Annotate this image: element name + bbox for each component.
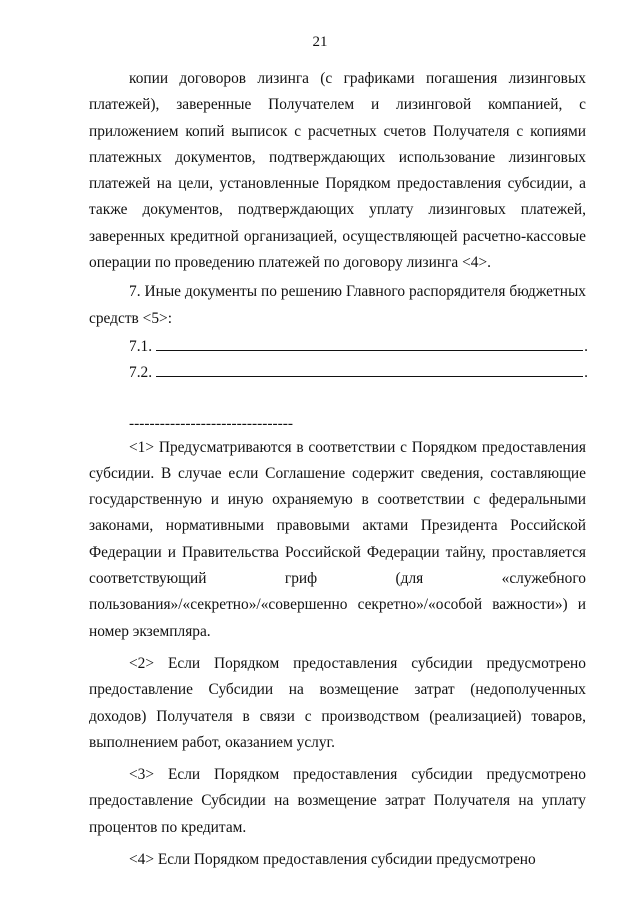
fill-line-7-2 (89, 360, 586, 386)
footnote-4: <4> Если Порядком предоставления субсидии предусмотрено (129, 851, 536, 869)
fill-line-number: 7.2. (129, 364, 153, 382)
footnote-2: <2> Если Порядком предоставления субсидии предусмотрено предоставление Субсидии на возмещение затрат (недополученных доходов) Получателя в связи с производством (реализацией) товаров, выполнением работ, оказанием услуг. (89, 654, 586, 751)
page-number: 21 (312, 34, 328, 50)
fill-line-end: . (584, 364, 588, 382)
fill-line-end: . (584, 337, 588, 355)
fill-line-rule (156, 335, 583, 351)
footnote-1: <1> Предусматриваются в соответствии с Порядком предоставления субсидии. В случае если Соглашение содержит сведения, составляющие государственную и иную охраняемую в соответствии с федеральными законами, нормативными правовыми актами Президента Российской Федерации и Правительства Российской Федерации тайну, проставляется соответствующий гриф (для «служебного пользования»/«секретно»/«совершенно секретно»/«особой важности») и номер экземпляра. (89, 438, 586, 640)
footnote-separator: -------------------------------- (129, 414, 294, 432)
paragraph-leasing-documents: копии договоров лизинга (с графиками погашения лизинговых платежей), заверенные Получателем и лизинговой компанией, с приложением копий выписок с расчетных счетов Получателя с копиями платежных документов, подтверждающих использование лизинговых платежей на цели, установленные Порядком предоставления субсидии, а также документов, подтверждающих уплату лизинговых платежей, заверенных кредитной организацией, осуществляющей расчетно-кассовые операции по проведению платежей по договору лизинга <4>. (89, 70, 586, 272)
fill-line-rule (156, 361, 583, 377)
footnote-3: <3> Если Порядком предоставления субсидии предусмотрено предоставление Субсидии на возмещение затрат Получателя на уплату процентов по кредитам. (89, 766, 586, 836)
paragraph-other-documents: 7. Иные документы по решению Главного распорядителя бюджетных средств <5>: (89, 283, 586, 327)
fill-line-number: 7.1. (129, 337, 153, 355)
document-body (89, 66, 586, 873)
fill-line-7-1 (89, 334, 586, 360)
